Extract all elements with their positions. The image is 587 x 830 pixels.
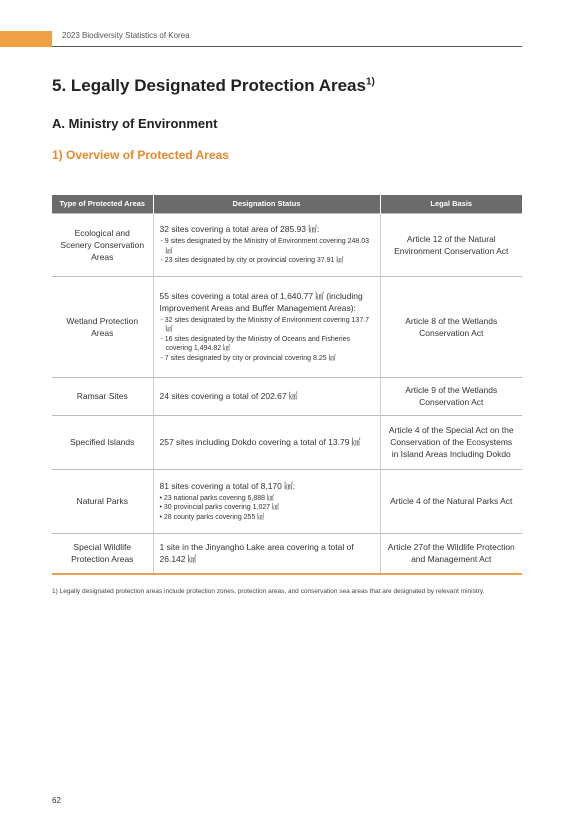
cell-status xyxy=(153,213,380,276)
table-row xyxy=(52,377,522,415)
status-detail-item: - 32 sites designated by the Ministry of Environment covering 137.7 ㎢ xyxy=(160,316,370,334)
status-bullet-item: • 23 national parks covering 6,888 ㎢ xyxy=(159,494,275,502)
status-main-text: 32 sites covering a total area of 285.93 ㎢: xyxy=(159,224,320,235)
cell-basis: Article 27of the Wildlife Protection and Management Act xyxy=(380,533,522,574)
column-header-type: Type of Protected Areas xyxy=(52,195,153,213)
section-subtitle: A. Ministry of Environment xyxy=(52,116,218,131)
protected-areas-table xyxy=(52,195,522,575)
header-accent-bar xyxy=(0,31,52,47)
table-row xyxy=(52,469,522,533)
table-row xyxy=(52,415,522,469)
cell-type: Ecological and Scenery Conservation Areas xyxy=(52,213,153,276)
status-main-text: 55 sites covering a total area of 1,640.77 ㎢ (including Improvement Areas and Buffer Management Areas): xyxy=(159,290,363,313)
page-number: 62 xyxy=(52,796,61,805)
status-main-text: 81 sites covering a total of 8,170 ㎢: xyxy=(159,480,296,491)
table-header-row xyxy=(52,195,522,213)
cell-type: Natural Parks xyxy=(52,469,153,533)
status-detail-item: - 23 sites designated by city or provincial covering 37.91 ㎢ xyxy=(160,257,344,265)
footnote: 1) Legally designated protection areas include protection zones, protection areas, and conservation sea areas that are designated by relevant ministry. xyxy=(52,588,485,595)
status-bullet-item: • 30 provincial parks covering 1,027 ㎢ xyxy=(159,504,280,512)
table-row xyxy=(52,533,522,574)
cell-status xyxy=(153,533,380,574)
cell-status xyxy=(153,415,380,469)
status-detail-item: - 9 sites designated by the Ministry of Environment covering 248.03 ㎢ xyxy=(160,238,370,255)
status-details xyxy=(160,237,374,266)
table-row xyxy=(52,213,522,276)
cell-type: Ramsar Sites xyxy=(52,377,153,415)
cell-status xyxy=(153,377,380,415)
cell-basis: Article 4 of the Special Act on the Conservation of the Ecosystems in Island Areas Including Dokdo xyxy=(380,415,522,469)
status-main-text: 257 sites including Dokdo covering a total of 13.79 ㎢ xyxy=(159,437,361,447)
cell-basis: Article 9 of the Wetlands Conservation Act xyxy=(380,377,522,415)
column-header-basis: Legal Basis xyxy=(380,195,522,213)
table-row xyxy=(52,276,522,377)
running-header: 2023 Biodiversity Statistics of Korea xyxy=(62,31,190,40)
cell-type: Specified Islands xyxy=(52,415,153,469)
cell-basis: Article 4 of the Natural Parks Act xyxy=(380,469,522,533)
cell-status xyxy=(153,469,380,533)
status-detail-item: - 16 sites designated by the Ministry of Oceans and Fisheries covering 1,494.82 ㎢ xyxy=(160,335,350,353)
page-title-text: 5. Legally Designated Protection Areas xyxy=(52,76,366,95)
title-footnote-mark: 1) xyxy=(365,76,375,88)
cell-status xyxy=(153,276,380,377)
status-details xyxy=(160,494,374,523)
status-detail-item: - 7 sites designated by city or provincial covering 8.25 ㎢ xyxy=(160,354,336,362)
page-title xyxy=(52,76,375,96)
status-main-text: 1 site in the Jinyangho Lake area covering a total of 26.142 ㎢ xyxy=(159,542,354,565)
column-header-status: Designation Status xyxy=(153,195,380,213)
status-bullet-item: • 28 county parks covering 255 ㎢ xyxy=(159,513,265,521)
status-details xyxy=(160,316,374,364)
cell-basis: Article 12 of the Natural Environment Conservation Act xyxy=(380,213,522,276)
cell-type: Special Wildlife Protection Areas xyxy=(52,533,153,574)
section-heading: 1) Overview of Protected Areas xyxy=(52,148,229,162)
cell-type: Wetland Protection Areas xyxy=(52,276,153,377)
cell-basis: Article 8 of the Wetlands Conservation Act xyxy=(380,276,522,377)
status-main-text: 24 sites covering a total of 202.67 ㎢ xyxy=(159,391,298,401)
header-rule xyxy=(52,46,522,47)
